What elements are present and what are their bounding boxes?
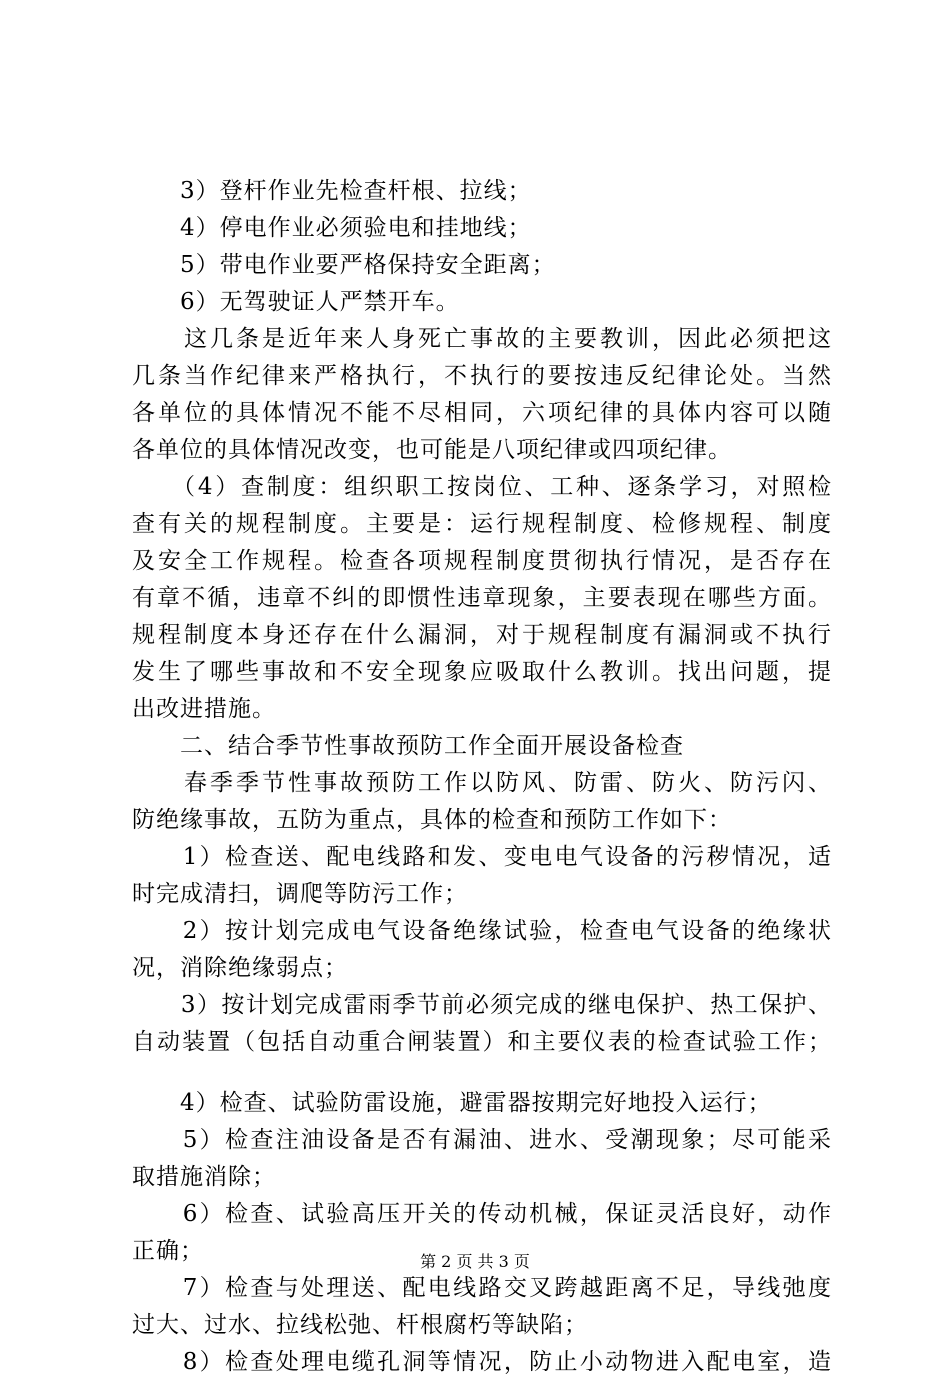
text-line: 各单位的具体情况改变，也可能是八项纪律或四项纪律。 [132, 437, 732, 463]
text-line: 取措施消除； [132, 1164, 276, 1190]
text-line: 几条当作纪律来严格执行，不执行的要按违反纪律论处。当然 [132, 363, 832, 389]
text-line: 出改进措施。 [132, 696, 276, 722]
page-footer: 第 2 页 共 3 页 [420, 1252, 530, 1271]
text-line: 3）按计划完成雷雨季节前必须完成的继电保护、热工保护、 [132, 992, 832, 1018]
text-line: 5）带电作业要严格保持安全距离； [132, 252, 556, 278]
text-line: 正确； [132, 1238, 204, 1264]
text-line: 4）检查、试验防雷设施，避雷器按期完好地投入运行； [132, 1090, 772, 1116]
text-line: 2）按计划完成电气设备绝缘试验，检查电气设备的绝缘状 [132, 918, 832, 944]
blank-line [132, 1061, 832, 1085]
text-line: 3）登杆作业先检查杆根、拉线； [132, 178, 532, 204]
text-line: 5）检查注油设备是否有漏油、进水、受潮现象；尽可能采 [132, 1127, 832, 1153]
text-line: 1）检查送、配电线路和发、变电电气设备的污秽情况，适 [132, 844, 832, 870]
text-line: 这几条是近年来人身死亡事故的主要教训，因此必须把这 [132, 326, 832, 352]
text-line: 时完成清扫，调爬等防污工作； [132, 881, 468, 907]
text-line: 6）无驾驶证人严禁开车。 [132, 289, 460, 315]
text-line: 7）检查与处理送、配电线路交叉跨越距离不足，导线弛度 [132, 1275, 832, 1301]
text-line: 发生了哪些事故和不安全现象应吸取什么教训。找出问题，提 [132, 659, 832, 685]
text-line: （4）查制度：组织职工按岗位、工种、逐条学习，对照检 [132, 474, 832, 500]
text-line: 过大、过水、拉线松弛、杆根腐朽等缺陷； [132, 1312, 588, 1338]
document-body [132, 173, 832, 1381]
text-line: 有章不循，违章不纠的即惯性违章现象，主要表现在哪些方面。 [132, 585, 832, 611]
text-line: 查有关的规程制度。主要是：运行规程制度、检修规程、制度 [132, 511, 832, 537]
text-line: 各单位的具体情况不能不尽相同，六项纪律的具体内容可以随 [132, 400, 832, 426]
text-line: 8）检查处理电缆孔洞等情况，防止小动物进入配电室，造 [132, 1349, 832, 1375]
text-line: 及安全工作规程。检查各项规程制度贯彻执行情况，是否存在 [132, 548, 832, 574]
text-line: 自动装置（包括自动重合闸装置）和主要仪表的检查试验工作； [132, 1029, 832, 1055]
text-line: 春季季节性事故预防工作以防风、防雷、防火、防污闪、 [132, 770, 832, 796]
text-line: 4）停电作业必须验电和挂地线； [132, 215, 532, 241]
text-line: 规程制度本身还存在什么漏洞，对于规程制度有漏洞或不执行 [132, 622, 832, 648]
text-line: 况，消除绝缘弱点； [132, 955, 348, 981]
text-line: 6）检查、试验高压开关的传动机械，保证灵活良好，动作 [132, 1201, 832, 1227]
text-line: 防绝缘事故，五防为重点，具体的检查和预防工作如下： [132, 807, 732, 833]
text-line: 二、结合季节性事故预防工作全面开展设备检查 [132, 733, 684, 759]
